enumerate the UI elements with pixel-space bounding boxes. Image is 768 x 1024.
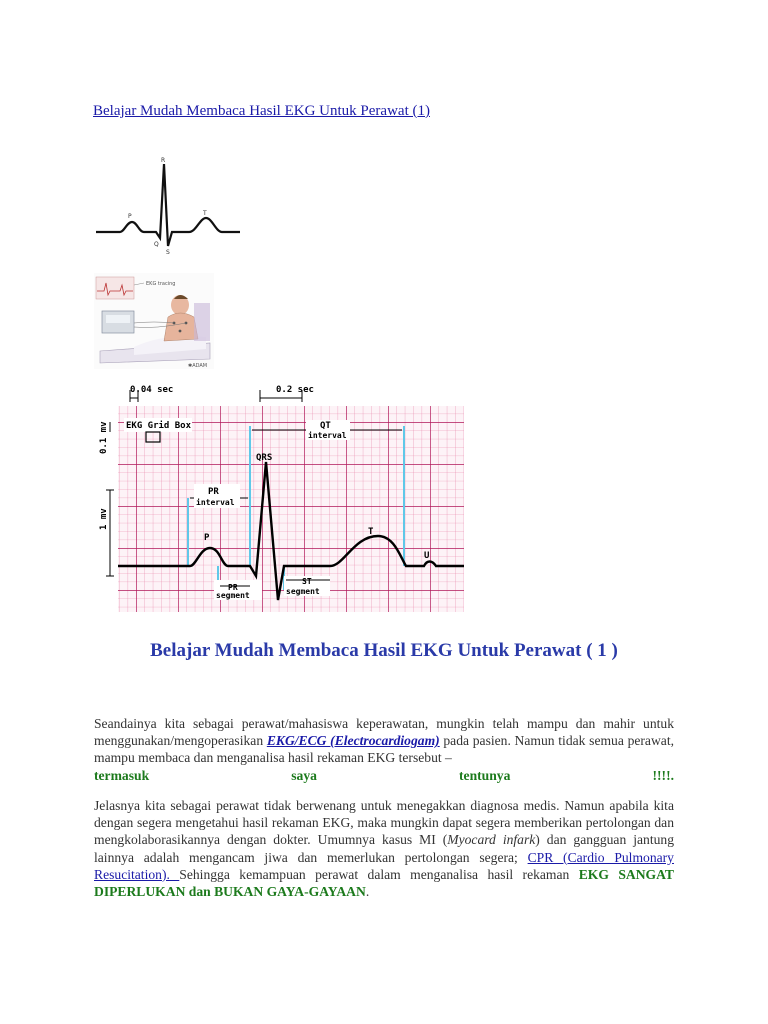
p1-text-a: Seandainya kita sebagai perawat/mahasiswa keperawatan, mungkin telah mampu dan mahir untuk menggunakan/mengoperasikan	[94, 716, 674, 749]
p2-italic: Myocard infark	[447, 832, 536, 848]
main-heading: Belajar Mudah Membaca Hasil EKG Untuk Perawat ( 1 )	[150, 640, 618, 661]
ecg-waveform-figure	[94, 150, 244, 260]
label-grid-box: EKG Grid Box	[126, 421, 192, 431]
p1-green-line	[94, 767, 674, 784]
ekg-ecg-link[interactable]: EKG/ECG (Electrocardiogam)	[266, 733, 440, 749]
label-qt-interval: interval	[308, 431, 347, 440]
green-word-4: !!!!.	[652, 767, 674, 783]
paragraph-1	[94, 715, 674, 784]
p1-text-b: pada pasien. Namun tidak semua perawat, mampu membaca dan menganalisa hasil rekaman EKG tersebut –	[94, 733, 674, 766]
label-t: T	[368, 527, 374, 537]
label-qrs: QRS	[256, 453, 273, 463]
green-word-2: saya	[291, 767, 317, 783]
paragraph-2	[94, 797, 674, 900]
p2-text-b: ) dan gangguan jantung lainnya adalah mengancam jiwa dan memerlukan pertolongan segera;	[94, 832, 674, 865]
p2-text-c: Sehingga kemampuan perawat dalam menganalisa hasil rekaman	[179, 866, 579, 882]
green-word-1: termasuk	[94, 767, 150, 783]
label-st-segment: segment	[286, 587, 320, 596]
label-01-mv: 0.1 mv	[99, 421, 109, 454]
label-1-mv: 1 mv	[99, 508, 109, 530]
wave-label-p: P	[128, 213, 132, 220]
label-02-sec: 0.2 sec	[276, 385, 314, 395]
label-p: P	[204, 533, 210, 543]
label-qt: QT	[320, 421, 331, 431]
wave-label-s: S	[166, 249, 170, 256]
p2-text-a: Jelasnya kita sebagai perawat tidak berwenang untuk menegakkan diagnosa medis. Namun apabila kita dengan segera mengetahui hasil rekaman EKG, maka mungkin dapat segera memberikan pertolongan dan mengkolaborasikannya dengan dokter. Umumnya kasus MI (	[94, 798, 674, 848]
label-st: ST	[302, 577, 312, 586]
tracing-caption: EKG tracing	[146, 281, 176, 287]
p2-green: EKG SANGAT DIPERLUKAN dan BUKAN GAYA-GAYAAN	[94, 866, 674, 900]
green-word-3: tentunya	[459, 767, 511, 783]
adam-brand: ✱ADAM	[188, 363, 208, 369]
label-pr-segment: segment	[216, 591, 250, 600]
label-pr: PR	[208, 487, 219, 497]
cpr-link[interactable]: CPR (Cardio Pulmonary Resucitation).	[94, 849, 674, 882]
wave-label-t: T	[203, 210, 207, 217]
top-title-link[interactable]: Belajar Mudah Membaca Hasil EKG Untuk Perawat (1)	[93, 103, 430, 119]
p2-text-d: .	[365, 884, 370, 900]
ekg-grid-diagram	[94, 380, 466, 614]
wave-label-q: Q	[154, 241, 159, 248]
wave-label-r: R	[161, 157, 166, 164]
label-004-sec: 0.04 sec	[130, 385, 174, 395]
label-pr-interval: interval	[196, 498, 235, 507]
label-u: U	[424, 551, 430, 561]
patient-ekg-illustration	[94, 273, 214, 369]
label-pr-seg: PR	[228, 583, 238, 592]
